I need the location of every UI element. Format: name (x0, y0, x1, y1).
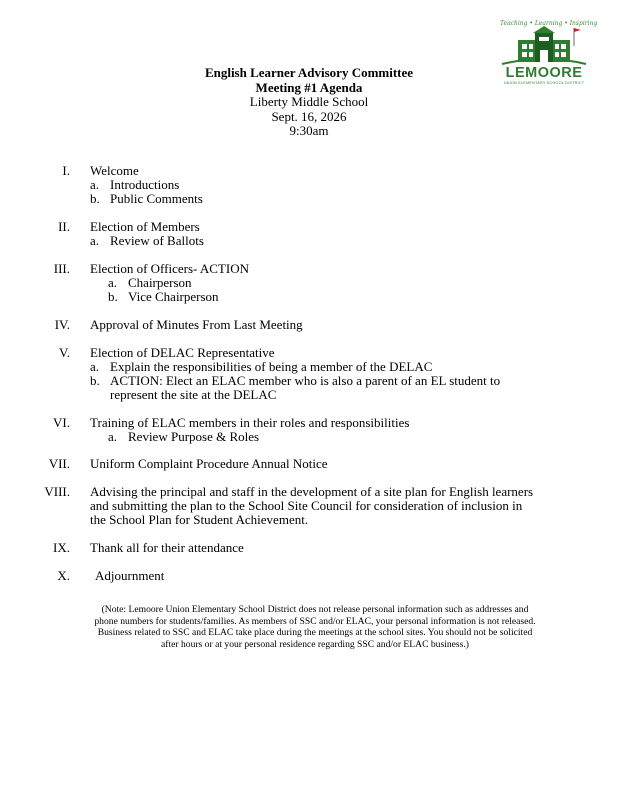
item-title: Training of ELAC members in their roles and responsibilities (90, 415, 410, 430)
subitem-text: ACTION: Elect an ELAC member who is also a parent of an EL student to represent the site at the DELAC (110, 373, 501, 402)
item-title: Adjournment (95, 568, 165, 583)
meeting-time: 9:30am (289, 123, 329, 138)
item-title: Approval of Minutes From Last Meeting (90, 317, 303, 332)
logo-name: LEMOORE (505, 65, 583, 81)
item-numeral: IV. (54, 317, 70, 332)
item-title: Election of DELAC Representative (90, 345, 275, 360)
agenda-header (150, 66, 468, 139)
district-logo (496, 20, 598, 92)
item-title: Uniform Complaint Procedure Annual Notice (90, 456, 328, 471)
item-numeral: VI. (53, 415, 70, 430)
subitem-text: Introductions (110, 177, 180, 192)
item-numeral: III. (53, 261, 70, 276)
subitem-letter: b. (108, 289, 118, 304)
item-title: Welcome (90, 163, 139, 178)
item-title: Thank all for their attendance (90, 540, 244, 555)
subitem-letter: b. (90, 191, 100, 206)
meeting-title: Meeting #1 Agenda (255, 79, 363, 95)
school-name: Liberty Middle School (249, 94, 369, 109)
subitem-letter: b. (90, 373, 100, 388)
committee-title: English Learner Advisory Committee (204, 65, 414, 80)
subitem-text: Review Purpose & Roles (128, 429, 260, 444)
item-numeral: X. (57, 568, 70, 583)
logo-tagline: Teaching • Learning • Inspiring (500, 20, 598, 27)
meeting-date: Sept. 16, 2026 (271, 108, 347, 124)
item-title: Election of Members (90, 219, 200, 234)
item-numeral: VIII. (44, 484, 70, 499)
item-numeral: VII. (48, 456, 70, 471)
item-numeral: I. (62, 163, 70, 178)
item-title: Election of Officers- ACTION (90, 261, 249, 276)
subitem-text: Vice Chairperson (128, 289, 219, 304)
subitem-letter: a. (90, 359, 100, 374)
agenda-subitem (90, 374, 540, 402)
item-numeral: IX. (53, 540, 70, 555)
item-numeral: II. (58, 219, 70, 234)
subitem-letter: a. (90, 233, 100, 248)
subitem-text: Explain the responsibilities of being a member of the DELAC (110, 359, 433, 374)
subitem-text: Chairperson (128, 275, 192, 290)
privacy-note: (Note: Lemoore Union Elementary School District does not release personal information such as addresses and phone numbers for students/families. As members of SSC and/or ELAC, your personal information is not released. Business related to SSC and ELAC take place during the meetings at the school sites. You should not be solicited after hours or at your personal residence regarding SSC and/or ELAC business.) (94, 604, 536, 650)
logo-subtitle: UNION ELEMENTARY SCHOOL DISTRICT (503, 81, 585, 85)
subitem-letter: a. (90, 177, 100, 192)
subitem-letter: a. (108, 275, 118, 290)
item-title: Advising the principal and staff in the development of a site plan for English learners and submitting the plan to the School Site Council for consideration of inclusion in the School Plan for Student Achievement. (90, 484, 534, 527)
subitem-text: Public Comments (110, 191, 203, 206)
item-numeral: V. (59, 345, 70, 360)
subitem-text: Review of Ballots (110, 233, 204, 248)
subitem-letter: a. (108, 429, 118, 444)
